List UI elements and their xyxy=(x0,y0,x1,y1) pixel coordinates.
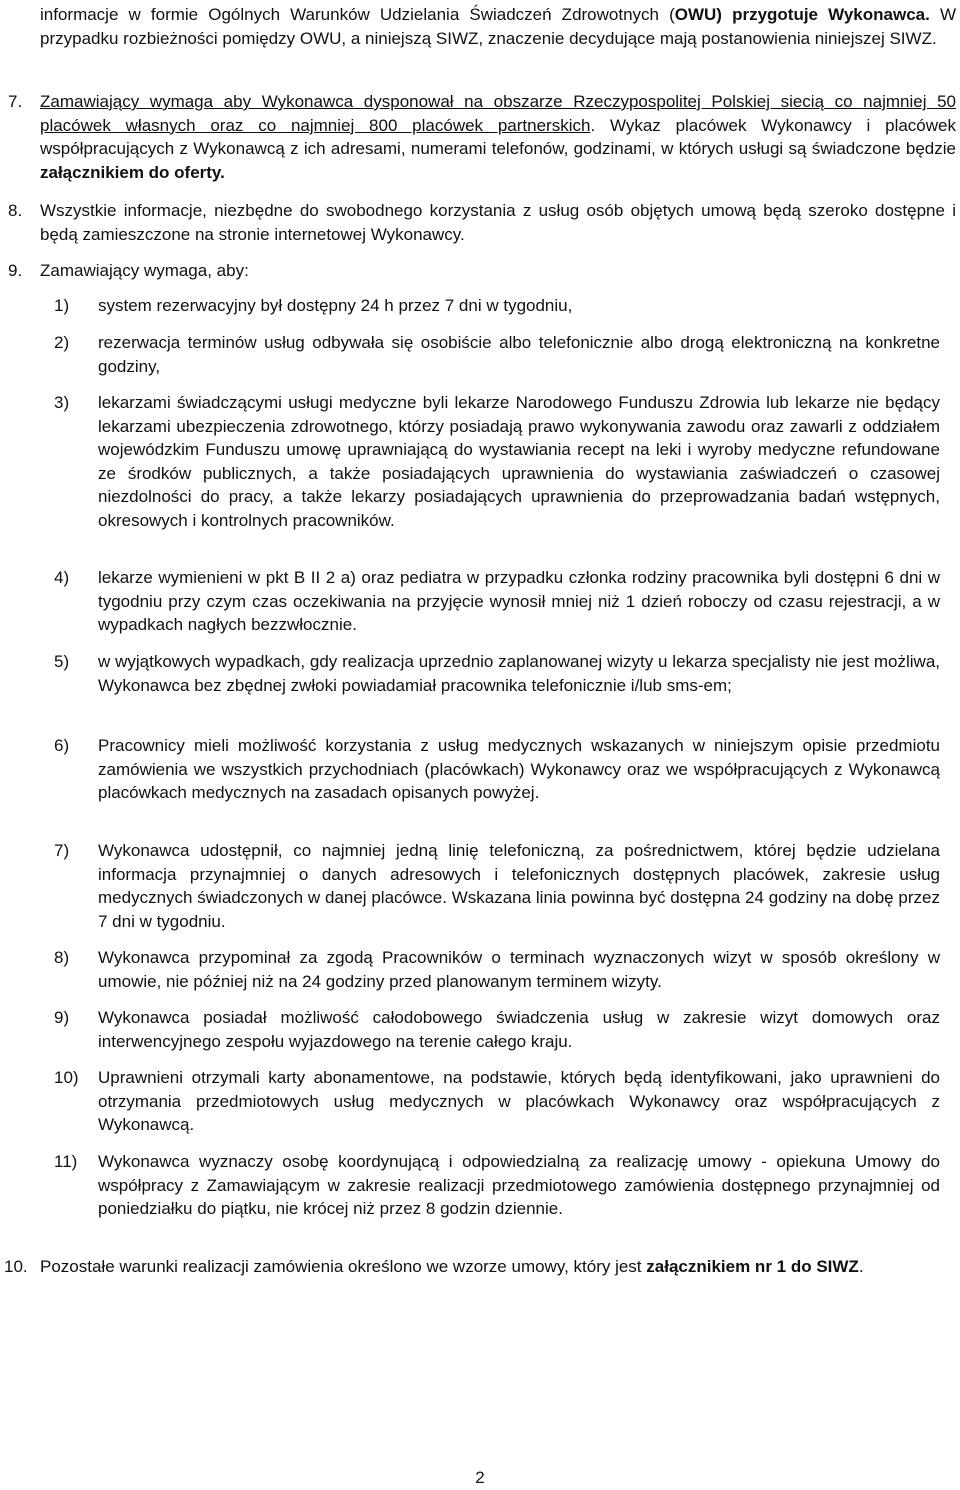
item-9-text: Zamawiający wymaga, aby: xyxy=(40,261,249,280)
requirement-number: 9) xyxy=(54,1008,70,1027)
item-number: 10. xyxy=(4,1257,28,1276)
intro-text-2: W przypadku rozbieżności pomiędzy OWU, a niniejszą SIWZ, znaczenie decydujące mają postanowienia niniejszej SIWZ. xyxy=(40,5,956,48)
requirement-number: 1) xyxy=(54,296,70,315)
item-7-text: . Wykaz placówek Wykonawcy i placówek współpracujących z Wykonawcą z ich adresami, numerami telefonów, godzinami, w których usługi są świadczone będzie xyxy=(40,115,956,158)
requirement-item xyxy=(54,391,940,532)
requirement-number: 10) xyxy=(54,1068,79,1087)
requirement-number: 4) xyxy=(54,568,70,587)
item-8 xyxy=(4,199,956,246)
requirement-number: 6) xyxy=(54,736,70,755)
item-number: 8. xyxy=(8,201,23,220)
page-number: 2 xyxy=(475,1468,485,1487)
intro-text: informacje w formie Ogólnych Warunków Udzielania Świadczeń Zdrowotnych ( xyxy=(40,5,675,24)
requirement-item xyxy=(54,839,940,933)
requirement-item xyxy=(54,294,940,318)
item-number: 9. xyxy=(8,261,23,280)
requirement-item xyxy=(54,650,940,697)
item-10 xyxy=(4,1255,956,1279)
requirement-text: Wykonawca wyznaczy osobę koordynującą i odpowiedzialną za realizację umowy - opiekuna Umowy do współpracy z Zamawiającym w zakresie realizacji przedmiotowego zamówienia dostępnego przynajmniej od poniedziałku do piątku, nie krócej niż przez 8 godzin dziennie. xyxy=(98,1152,940,1218)
requirement-text: Wykonawca przypominał za zgodą Pracowników o terminach wyznaczonych wizyt w sposób określony w umowie, nie później niż na 24 godziny przed planowanym terminem wizyty. xyxy=(98,948,940,991)
requirement-text: Wykonawca posiadał możliwość całodobowego świadczenia usług w zakresie wizyt domowych oraz interwencyjnego zespołu wyjazdowego na terenie całego kraju. xyxy=(98,1008,940,1051)
requirement-text: Wykonawca udostępnił, co najmniej jedną linię telefoniczną, za pośrednictwem, której będzie udzielana informacja przynajmniej o danych adresowych i telefonicznych dostępnych placówek, zakresie usług medycznych świadczonych w danej placówce. Wskazana linia powinna być dostępna 24 godziny na dobę przez 7 dni w tygodniu. xyxy=(98,841,940,931)
item-8-text: Wszystkie informacje, niezbędne do swobodnego korzystania z usług osób objętych umową będą szeroko dostępne i będą zamieszczone na stronie internetowej Wykonawcy. xyxy=(40,201,956,244)
item-9 xyxy=(4,259,956,283)
requirement-number: 7) xyxy=(54,841,70,860)
requirement-number: 2) xyxy=(54,333,70,352)
requirement-text: Pracownicy mieli możliwość korzystania z usług medycznych wskazanych w niniejszym opisie przedmiotu zamówienia we wszystkich przychodniach (placówkach) Wykonawcy oraz we współpracujących z Wykonawcą placówkach medycznych na zasadach opisanych powyżej. xyxy=(98,736,940,802)
requirement-text: lekarze wymienieni w pkt B II 2 a) oraz pediatra w przypadku członka rodziny pracownika byli dostępni 6 dni w tygodniu przy czym czas oczekiwania na przyjęcie wynosił mniej niż 1 dzień roboczy od czasu rejestracji, a w wypadkach nagłych bezzwłocznie. xyxy=(98,568,940,634)
requirement-item xyxy=(54,566,940,637)
intro-bold-text: OWU) przygotuje Wykonawca. xyxy=(674,5,930,24)
requirement-item xyxy=(54,1066,940,1137)
requirement-text: w wyjątkowych wypadkach, gdy realizacja uprzednio zaplanowanej wizyty u lekarza specjalisty nie jest możliwa, Wykonawca bez zbędnej zwłoki powiadamiał pracownika telefonicznie i/lub sms-em; xyxy=(98,652,940,695)
item-number: 7. xyxy=(8,92,23,111)
requirement-number: 5) xyxy=(54,652,70,671)
requirement-text: system rezerwacyjny był dostępny 24 h przez 7 dni w tygodniu, xyxy=(98,296,573,315)
item-7-bold-text: załącznikiem do oferty. xyxy=(40,162,225,182)
intro-paragraph xyxy=(40,3,956,50)
requirement-item xyxy=(54,331,940,378)
item-7-underlined-text: Zamawiający wymaga aby Wykonawca dysponował na obszarze Rzeczypospolitej Polskiej siecią co najmniej 50 placówek własnych oraz co najmniej 800 placówek partnerskich xyxy=(40,92,956,135)
requirement-number: 3) xyxy=(54,393,70,412)
requirement-item xyxy=(54,1150,940,1221)
requirement-number: 8) xyxy=(54,948,70,967)
item-10-bold-text: załącznikiem nr 1 do SIWZ xyxy=(646,1257,859,1276)
requirement-item xyxy=(54,1006,940,1053)
requirement-item xyxy=(54,734,940,805)
requirement-item xyxy=(54,946,940,993)
item-10-tail: . xyxy=(858,1257,864,1276)
requirement-number: 11) xyxy=(54,1152,78,1171)
item-7 xyxy=(4,90,956,184)
requirement-text: rezerwacja terminów usług odbywała się osobiście albo telefonicznie albo drogą elektroniczną na konkretne godziny, xyxy=(98,333,940,376)
requirement-text: lekarzami świadczącymi usługi medyczne byli lekarze Narodowego Funduszu Zdrowia lub lekarze nie będący lekarzami ubezpieczenia zdrowotnego, którzy posiadają prawo wykonywania zawodu oraz zawarli z oddziałem wojewódzkim Funduszu umowę uprawniającą do wystawiania recept na leki i wyroby medyczne refundowane ze środków publicznych, a także posiadających uprawnienia do wystawiania zaświadczeń o czasowej niezdolności do pracy, a także lekarzy posiadających uprawnienia do przeprowadzania badań wstępnych, okresowych i kontrolnych pracowników. xyxy=(98,393,940,530)
requirement-text: Uprawnieni otrzymali karty abonamentowe, na podstawie, których będą identyfikowani, jako uprawnieni do otrzymania przedmiotowych usług medycznych w placówkach Wykonawcy oraz współpracujących z Wykonawcą. xyxy=(98,1068,940,1134)
item-10-text: Pozostałe warunki realizacji zamówienia określono we wzorze umowy, który jest xyxy=(40,1257,647,1276)
